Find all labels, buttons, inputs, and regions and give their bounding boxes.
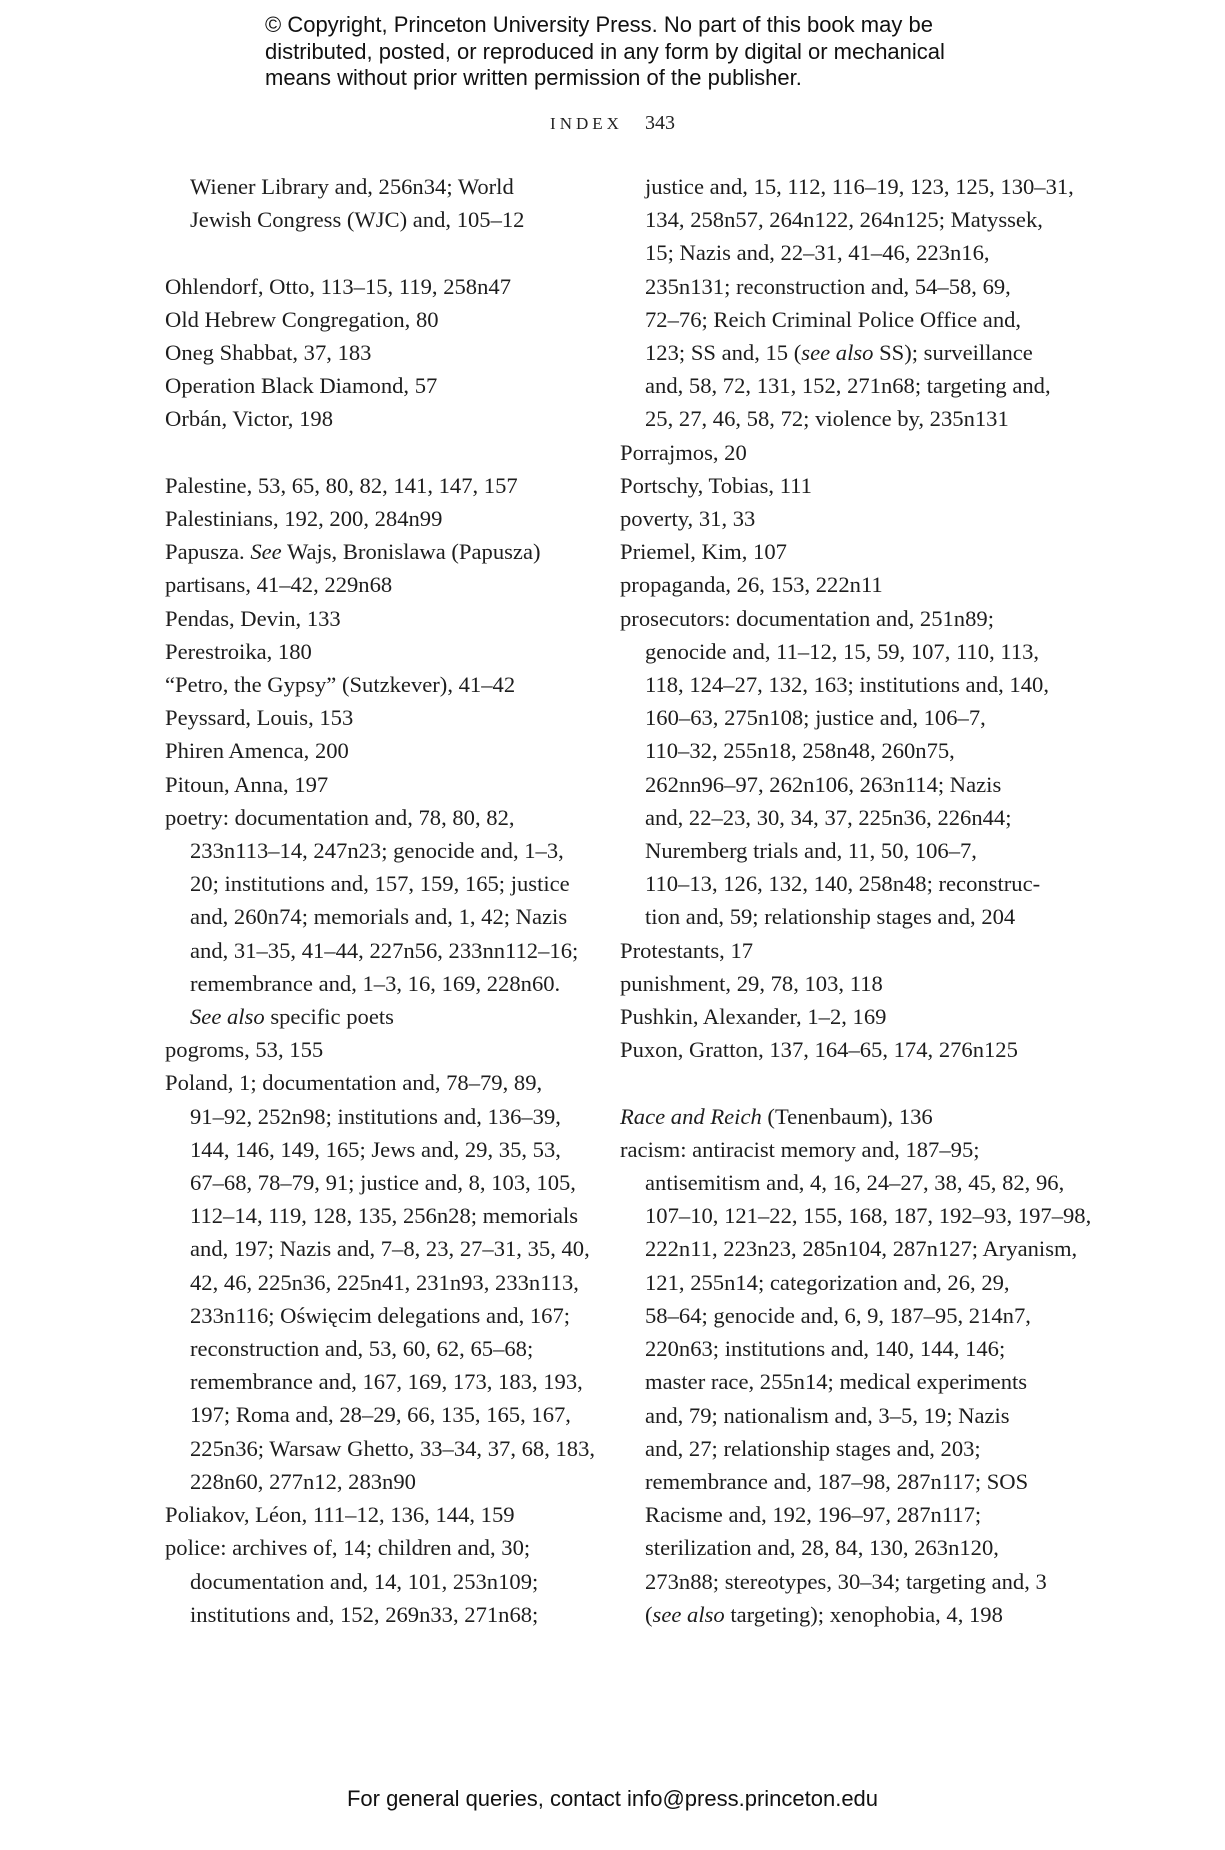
index-entry: Priemel, Kim, 107 bbox=[620, 539, 787, 565]
index-entry-continuation: Nuremberg trials and, 11, 50, 106–7, bbox=[645, 838, 977, 864]
index-entry: Peyssard, Louis, 153 bbox=[165, 705, 354, 731]
index-entry-continuation: 222n11, 223n23, 285n104, 287n127; Aryanism, bbox=[645, 1236, 1078, 1262]
index-entry-continuation: antisemitism and, 4, 16, 24–27, 38, 45, 82, 96, bbox=[645, 1170, 1065, 1196]
index-entry: propaganda, 26, 153, 222n11 bbox=[620, 572, 883, 598]
index-entry-continuation: 220n63; institutions and, 140, 144, 146; bbox=[645, 1336, 1006, 1362]
index-entry-continuation: 58–64; genocide and, 6, 9, 187–95, 214n7, bbox=[645, 1302, 1031, 1328]
index-entry-continuation: and, 31–35, 41–44, 227n56, 233nn112–16; bbox=[190, 937, 579, 963]
index-entry-continuation: 144, 146, 149, 165; Jews and, 29, 35, 53, bbox=[190, 1136, 561, 1162]
entry-text: targeting); xenophobia, 4, 198 bbox=[724, 1601, 1003, 1627]
book-title: Race and Reich bbox=[620, 1103, 762, 1129]
index-entry: Puxon, Gratton, 137, 164–65, 174, 276n125 bbox=[620, 1037, 1018, 1063]
index-entry: Oneg Shabbat, 37, 183 bbox=[165, 340, 372, 365]
index-entry-continuation: remembrance and, 1–3, 16, 169, 228n60. bbox=[190, 970, 561, 996]
index-entry bbox=[620, 1100, 1060, 1133]
copyright-line: means without prior written permission of the publisher. bbox=[265, 65, 802, 90]
index-entry: Palestinians, 192, 200, 284n99 bbox=[165, 506, 443, 531]
index-column-right bbox=[620, 170, 1092, 1631]
index-entry: poetry: documentation and, 78, 80, 82, bbox=[165, 804, 515, 830]
index-entry-continuation: 118, 124–27, 132, 163; institutions and, 140, bbox=[645, 672, 1049, 698]
cross-reference: see also bbox=[801, 340, 874, 366]
index-entry-continuation: 42, 46, 225n36, 225n41, 231n93, 233n113, bbox=[190, 1269, 579, 1295]
index-entry-continuation: and, 79; nationalism and, 3–5, 19; Nazis bbox=[645, 1402, 1010, 1428]
index-entry: police: archives of, 14; children and, 30; bbox=[165, 1535, 531, 1561]
index-entry-continuation: 262nn96–97, 262n106, 263n114; Nazis bbox=[645, 771, 1002, 797]
index-entry: Operation Black Diamond, 57 bbox=[165, 373, 438, 399]
index-entry-continuation: 233n113–14, 247n23; genocide and, 1–3, bbox=[190, 838, 564, 864]
index-entry: Old Hebrew Congregation, 80 bbox=[165, 306, 439, 332]
index-entry: Poland, 1; documentation and, 78–79, 89, bbox=[165, 1070, 543, 1096]
index-entry-continuation: 233n116; Oświęcim delegations and, 167; bbox=[190, 1302, 571, 1328]
copyright-line: distributed, posted, or reproduced in any form by digital or mechanical bbox=[265, 38, 945, 64]
index-entry-continuation: genocide and, 11–12, 15, 59, 107, 110, 113, bbox=[645, 638, 1040, 664]
index-entry-continuation: 67–68, 78–79, 91; justice and, 8, 103, 105, bbox=[190, 1170, 576, 1196]
index-entry-continuation: 225n36; Warsaw Ghetto, 33–34, 37, 68, 183, bbox=[190, 1435, 596, 1461]
index-entry-continuation: remembrance and, 187–98, 287n117; SOS bbox=[645, 1468, 1029, 1494]
index-entry: Orbán, Victor, 198 bbox=[165, 406, 333, 432]
footer-contact: For general queries, contact info@press.princeton.edu bbox=[346, 1786, 879, 1811]
index-entry-continuation bbox=[620, 1598, 1060, 1631]
index-entry-continuation: and, 27; relationship stages and, 203; bbox=[645, 1435, 981, 1461]
index-column-left bbox=[165, 170, 605, 1631]
index-entry-continuation: 235n131; reconstruction and, 54–58, 69, bbox=[645, 273, 1011, 299]
index-entry: pogroms, 53, 155 bbox=[165, 1037, 324, 1063]
index-entry-continuation: Racisme and, 192, 196–97, 287n117; bbox=[645, 1502, 982, 1528]
section-title: INDEX bbox=[550, 114, 623, 133]
cross-reference: See also bbox=[190, 1004, 265, 1030]
index-entry-continuation: documentation and, 14, 101, 253n109; bbox=[190, 1568, 539, 1594]
index-entry-continuation: 110–32, 255n18, 258n48, 260n75, bbox=[645, 738, 955, 764]
index-entry: Porrajmos, 20 bbox=[620, 439, 747, 465]
index-entry-continuation: 110–13, 126, 132, 140, 258n48; reconstruc- bbox=[645, 871, 1041, 897]
index-entry: Pitoun, Anna, 197 bbox=[165, 771, 329, 797]
index-entry: Phiren Amenca, 200 bbox=[165, 738, 349, 764]
index-entry-continuation bbox=[165, 1000, 605, 1033]
index-entry-continuation: 121, 255n14; categorization and, 26, 29, bbox=[645, 1269, 1010, 1295]
index-entry-continuation bbox=[620, 336, 1060, 369]
index-entry-continuation: 20; institutions and, 157, 159, 165; justice bbox=[190, 871, 570, 897]
index-entry: racism: antiracist memory and, 187–95; bbox=[620, 1136, 980, 1162]
index-entry-continuation: and, 58, 72, 131, 152, 271n68; targeting and, bbox=[645, 373, 1051, 399]
index-entry bbox=[165, 535, 605, 568]
index-entry-continuation: and, 197; Nazis and, 7–8, 23, 27–31, 35, 40, bbox=[190, 1236, 590, 1262]
index-entry-continuation: 134, 258n57, 264n122, 264n125; Matyssek, bbox=[645, 207, 1043, 233]
copyright-line: © Copyright, Princeton University Press. No part of this book may be bbox=[265, 12, 933, 37]
index-entry: punishment, 29, 78, 103, 118 bbox=[620, 970, 883, 996]
index-entry-continuation: reconstruction and, 53, 60, 62, 65–68; bbox=[190, 1336, 534, 1362]
index-entry-continuation: 273n88; stereotypes, 30–34; targeting and, 3 bbox=[645, 1568, 1047, 1594]
entry-text: Papusza. bbox=[165, 539, 251, 565]
index-entry: poverty, 31, 33 bbox=[620, 506, 756, 532]
entry-text: ( bbox=[645, 1601, 653, 1627]
index-entry: Pushkin, Alexander, 1–2, 169 bbox=[620, 1004, 887, 1030]
letter-gap bbox=[620, 1066, 1060, 1099]
entry-text: (Tenenbaum), 136 bbox=[761, 1103, 933, 1129]
index-entry: “Petro, the Gypsy” (Sutzkever), 41–42 bbox=[165, 672, 516, 698]
copyright-notice bbox=[265, 12, 1025, 92]
index-entry-continuation: 228n60, 277n12, 283n90 bbox=[190, 1468, 416, 1494]
index-entry-continuation: 25, 27, 46, 58, 72; violence by, 235n131 bbox=[645, 406, 1009, 432]
index-entry-continuation: and, 22–23, 30, 34, 37, 225n36, 226n44; bbox=[645, 804, 1012, 830]
index-entry-continuation: sterilization and, 28, 84, 130, 263n120, bbox=[645, 1535, 999, 1561]
index-entry: Protestants, 17 bbox=[620, 937, 754, 963]
running-head bbox=[0, 112, 1225, 135]
cross-reference: see also bbox=[652, 1601, 725, 1627]
index-entry: Portschy, Tobias, 111 bbox=[620, 472, 812, 498]
page-number: 343 bbox=[644, 112, 675, 134]
entry-text: Wajs, Bronislawa (Papusza) bbox=[281, 539, 541, 565]
cross-reference: See bbox=[250, 539, 282, 565]
index-entry: Palestine, 53, 65, 80, 82, 141, 147, 157 bbox=[165, 472, 518, 498]
index-entry: prosecutors: documentation and, 251n89; bbox=[620, 605, 994, 631]
index-entry-continuation: 112–14, 119, 128, 135, 256n28; memorials bbox=[190, 1203, 579, 1229]
index-entry-continuation: Jewish Congress (WJC) and, 105–12 bbox=[190, 207, 525, 233]
index-entry-continuation: tion and, 59; relationship stages and, 204 bbox=[645, 904, 1016, 930]
letter-gap bbox=[165, 436, 605, 469]
index-entry: Ohlendorf, Otto, 113–15, 119, 258n47 bbox=[165, 273, 511, 299]
index-entry: Pendas, Devin, 133 bbox=[165, 605, 341, 631]
index-entry-continuation: remembrance and, 167, 169, 173, 183, 193, bbox=[190, 1369, 583, 1395]
index-entry-continuation: 72–76; Reich Criminal Police Office and, bbox=[645, 306, 1022, 332]
entry-text: specific poets bbox=[264, 1004, 394, 1030]
index-entry-continuation: Wiener Library and, 256n34; World bbox=[190, 174, 514, 199]
index-entry-continuation: 15; Nazis and, 22–31, 41–46, 223n16, bbox=[645, 240, 990, 266]
letter-gap bbox=[165, 236, 605, 269]
index-entry-continuation: 107–10, 121–22, 155, 168, 187, 192–93, 197–98, bbox=[645, 1203, 1092, 1229]
index-entry-continuation: master race, 255n14; medical experiments bbox=[645, 1369, 1028, 1395]
index-entry: partisans, 41–42, 229n68 bbox=[165, 572, 393, 598]
entry-text: 123; SS and, 15 ( bbox=[645, 340, 802, 366]
index-entry-continuation: 197; Roma and, 28–29, 66, 135, 165, 167, bbox=[190, 1402, 571, 1428]
index-entry-continuation: institutions and, 152, 269n33, 271n68; bbox=[190, 1601, 539, 1627]
entry-text: SS); surveillance bbox=[873, 340, 1033, 366]
index-entry: Perestroika, 180 bbox=[165, 638, 312, 664]
index-entry-continuation: 91–92, 252n98; institutions and, 136–39, bbox=[190, 1103, 561, 1129]
index-entry-continuation: and, 260n74; memorials and, 1, 42; Nazis bbox=[190, 904, 568, 930]
index-entry-continuation: justice and, 15, 112, 116–19, 123, 125, 130–31, bbox=[645, 174, 1074, 199]
index-entry: Poliakov, Léon, 111–12, 136, 144, 159 bbox=[165, 1502, 515, 1528]
index-entry-continuation: 160–63, 275n108; justice and, 106–7, bbox=[645, 705, 986, 731]
